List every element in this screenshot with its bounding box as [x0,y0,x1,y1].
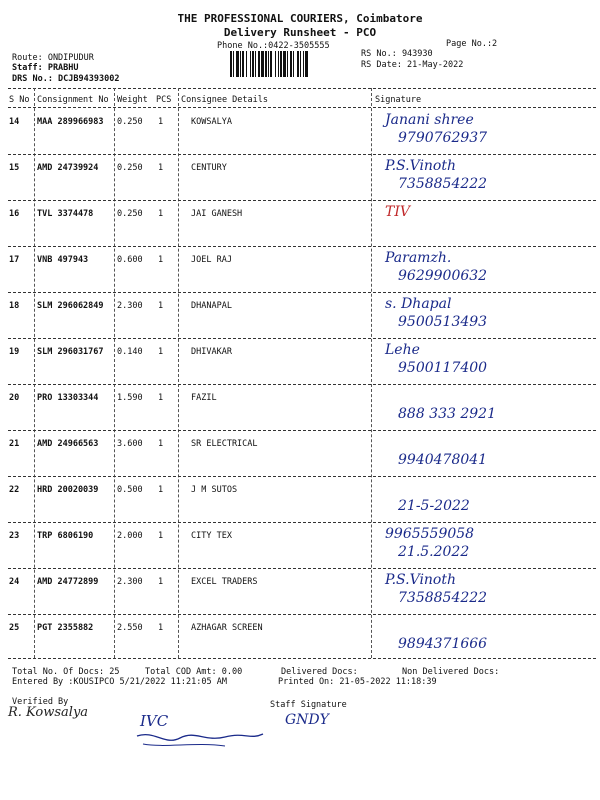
barcode-bar [303,51,304,77]
row-weight: 3.600 [117,439,143,449]
row-pcs: 1 [158,301,164,311]
col-divider [34,88,35,658]
barcode-bar [230,51,232,77]
verified-signature: R. Kowsalya [8,705,89,720]
signature-name: Janani shree [385,112,474,128]
row-weight: 0.250 [117,209,143,219]
row-consignment-no: PRO 13303344 [37,393,99,403]
col-divider [178,88,179,658]
staff: Staff: PRABHU [12,63,79,73]
row-sno: 21 [9,439,20,449]
printed-on: Printed On: 21-05-2022 11:18:39 [278,677,437,687]
signature-name: P.S.Vinoth [385,158,457,174]
drs-number: DRS No.: DCJB94393002 [12,74,120,84]
row-consignment-no: SLM 296062849 [37,301,104,311]
row-divider [8,430,596,431]
col-divider [114,88,115,658]
row-weight: 0.600 [117,255,143,265]
row-consignee: KOWSALYA [191,117,232,127]
barcode-bar [255,51,256,77]
row-divider [8,614,596,615]
delivered-docs: Delivered Docs: [281,667,358,677]
rs-number: RS No.: 943930 [361,49,433,59]
signature-name: s. Dhapal [385,296,452,312]
row-consignee: DHIVAKAR [191,347,232,357]
row-sno: 22 [9,485,20,495]
barcode-bar [258,51,260,77]
signature-phone: 9940478041 [398,452,488,468]
barcode-bar [240,51,241,77]
document-title: Delivery Runsheet - PCO [223,26,377,39]
signature-phone: 7358854222 [398,590,488,606]
col-signature: Signature [375,95,422,105]
signature-phone: 9894371666 [398,636,488,652]
row-sno: 14 [9,117,20,127]
row-consignee: CENTURY [191,163,227,173]
rs-date: RS Date: 21-May-2022 [361,60,464,70]
row-sno: 23 [9,531,20,541]
row-weight: 2.300 [117,301,143,311]
barcode-bar [297,51,299,77]
barcode-bar [268,51,269,77]
staff-signature: GNDY [285,712,329,728]
row-sno: 24 [9,577,20,587]
signature-phone: 21.5.2022 [398,544,470,560]
barcode-bar [252,51,254,77]
page-number: Page No.:2 [446,39,498,49]
barcode-bar [250,51,251,77]
barcode-bar [293,51,294,77]
row-pcs: 1 [158,577,164,587]
row-sno: 17 [9,255,20,265]
staff-signature-label: Staff Signature [270,700,347,710]
row-divider [8,476,596,477]
table-header-rule [8,107,596,108]
row-weight: 0.500 [117,485,143,495]
row-consignee: CITY TEX [191,531,232,541]
route: Route: ONDIPUDUR [12,53,94,63]
barcode [230,51,358,77]
barcode-bar [265,51,267,77]
row-divider [8,338,596,339]
row-sno: 20 [9,393,20,403]
row-weight: 0.250 [117,117,143,127]
signature-phone: 9500513493 [398,314,488,330]
row-consignment-no: AMD 24739924 [37,163,99,173]
row-pcs: 1 [158,163,164,173]
total-docs: Total No. Of Docs: 25 [12,667,120,677]
col-weight: Weight [117,95,148,105]
row-divider [8,246,596,247]
row-divider [8,292,596,293]
row-divider [8,384,596,385]
col-consignment: Consignment No [37,95,109,105]
entered-by: Entered By :KOUSIPCO 5/21/2022 11:21:05 AM [12,677,227,687]
row-weight: 2.550 [117,623,143,633]
barcode-bar [233,51,234,77]
barcode-bar [261,51,264,77]
row-divider [8,522,596,523]
row-consignment-no: VNB 497943 [37,255,89,265]
row-consignment-no: AMD 24772899 [37,577,99,587]
barcode-bar [300,51,301,77]
row-consignee: J M SUTOS [191,485,238,495]
row-pcs: 1 [158,439,164,449]
barcode-bar [242,51,244,77]
row-consignment-no: SLM 296031767 [37,347,104,357]
barcode-bar [270,51,272,77]
barcode-bar [290,51,292,77]
row-sno: 18 [9,301,20,311]
row-consignee: DHANAPAL [191,301,232,311]
row-weight: 2.300 [117,577,143,587]
row-consignment-no: HRD 20020039 [37,485,99,495]
row-consignee: JAI GANESH [191,209,243,219]
barcode-bar [283,51,286,77]
signature-phone: 21-5-2022 [398,498,470,514]
row-consignee: AZHAGAR SCREEN [191,623,263,633]
company-name: THE PROFESSIONAL COURIERS, Coimbatore [177,12,423,25]
signature-phone: 9500117400 [398,360,488,376]
row-sno: 19 [9,347,20,357]
barcode-bar [275,51,276,77]
total-cod: Total COD Amt: 0.00 [145,667,243,677]
signature-phone: 7358854222 [398,176,488,192]
barcode-bar [305,51,308,77]
signature-name: 9965559058 [385,526,475,542]
row-pcs: 1 [158,117,164,127]
row-pcs: 1 [158,347,164,357]
col-divider [371,88,372,658]
verified-by-label: Verified By [12,697,69,707]
row-weight: 2.000 [117,531,143,541]
row-pcs: 1 [158,623,164,633]
row-pcs: 1 [158,255,164,265]
row-pcs: 1 [158,209,164,219]
col-pcs: PCS [156,95,172,105]
row-consignee: FAZIL [191,393,217,403]
signature-name: TIV [385,204,410,220]
col-sno: S No [9,95,30,105]
row-weight: 0.140 [117,347,143,357]
barcode-bar [280,51,282,77]
row-sno: 15 [9,163,20,173]
signature-phone: 888 333 2921 [398,406,496,422]
row-divider [8,154,596,155]
barcode-bar [236,51,239,77]
row-consignee: SR ELECTRICAL [191,439,258,449]
ivc-mark: IVC [140,712,169,730]
table-bottom-rule [8,658,596,659]
row-consignment-no: MAA 289966983 [37,117,104,127]
row-pcs: 1 [158,485,164,495]
barcode-bar [246,51,247,77]
row-consignment-no: TVL 3374478 [37,209,94,219]
row-weight: 0.250 [117,163,143,173]
row-divider [8,568,596,569]
row-pcs: 1 [158,531,164,541]
col-consignee: Consignee Details [181,95,268,105]
row-divider [8,200,596,201]
signature-name: Paramzh. [385,250,452,266]
barcode-bar [287,51,288,77]
row-sno: 16 [9,209,20,219]
row-consignment-no: TRP 6806190 [37,531,94,541]
row-consignment-no: AMD 24966563 [37,439,99,449]
row-consignment-no: PGT 2355882 [37,623,94,633]
signature-phone: 9790762937 [398,130,488,146]
row-consignee: EXCEL TRADERS [191,577,258,587]
barcode-bar [278,51,279,77]
table-top-rule [8,88,596,89]
phone-number: Phone No.:0422-3505555 [217,41,330,51]
signature-name: P.S.Vinoth [385,572,457,588]
row-sno: 25 [9,623,20,633]
signature-phone: 9629900632 [398,268,488,284]
row-pcs: 1 [158,393,164,403]
non-delivered-docs: Non Delivered Docs: [402,667,500,677]
handwritten-scribble [135,728,265,750]
signature-name: Lehe [385,342,420,358]
row-weight: 1.590 [117,393,143,403]
row-consignee: JOEL RAJ [191,255,232,265]
